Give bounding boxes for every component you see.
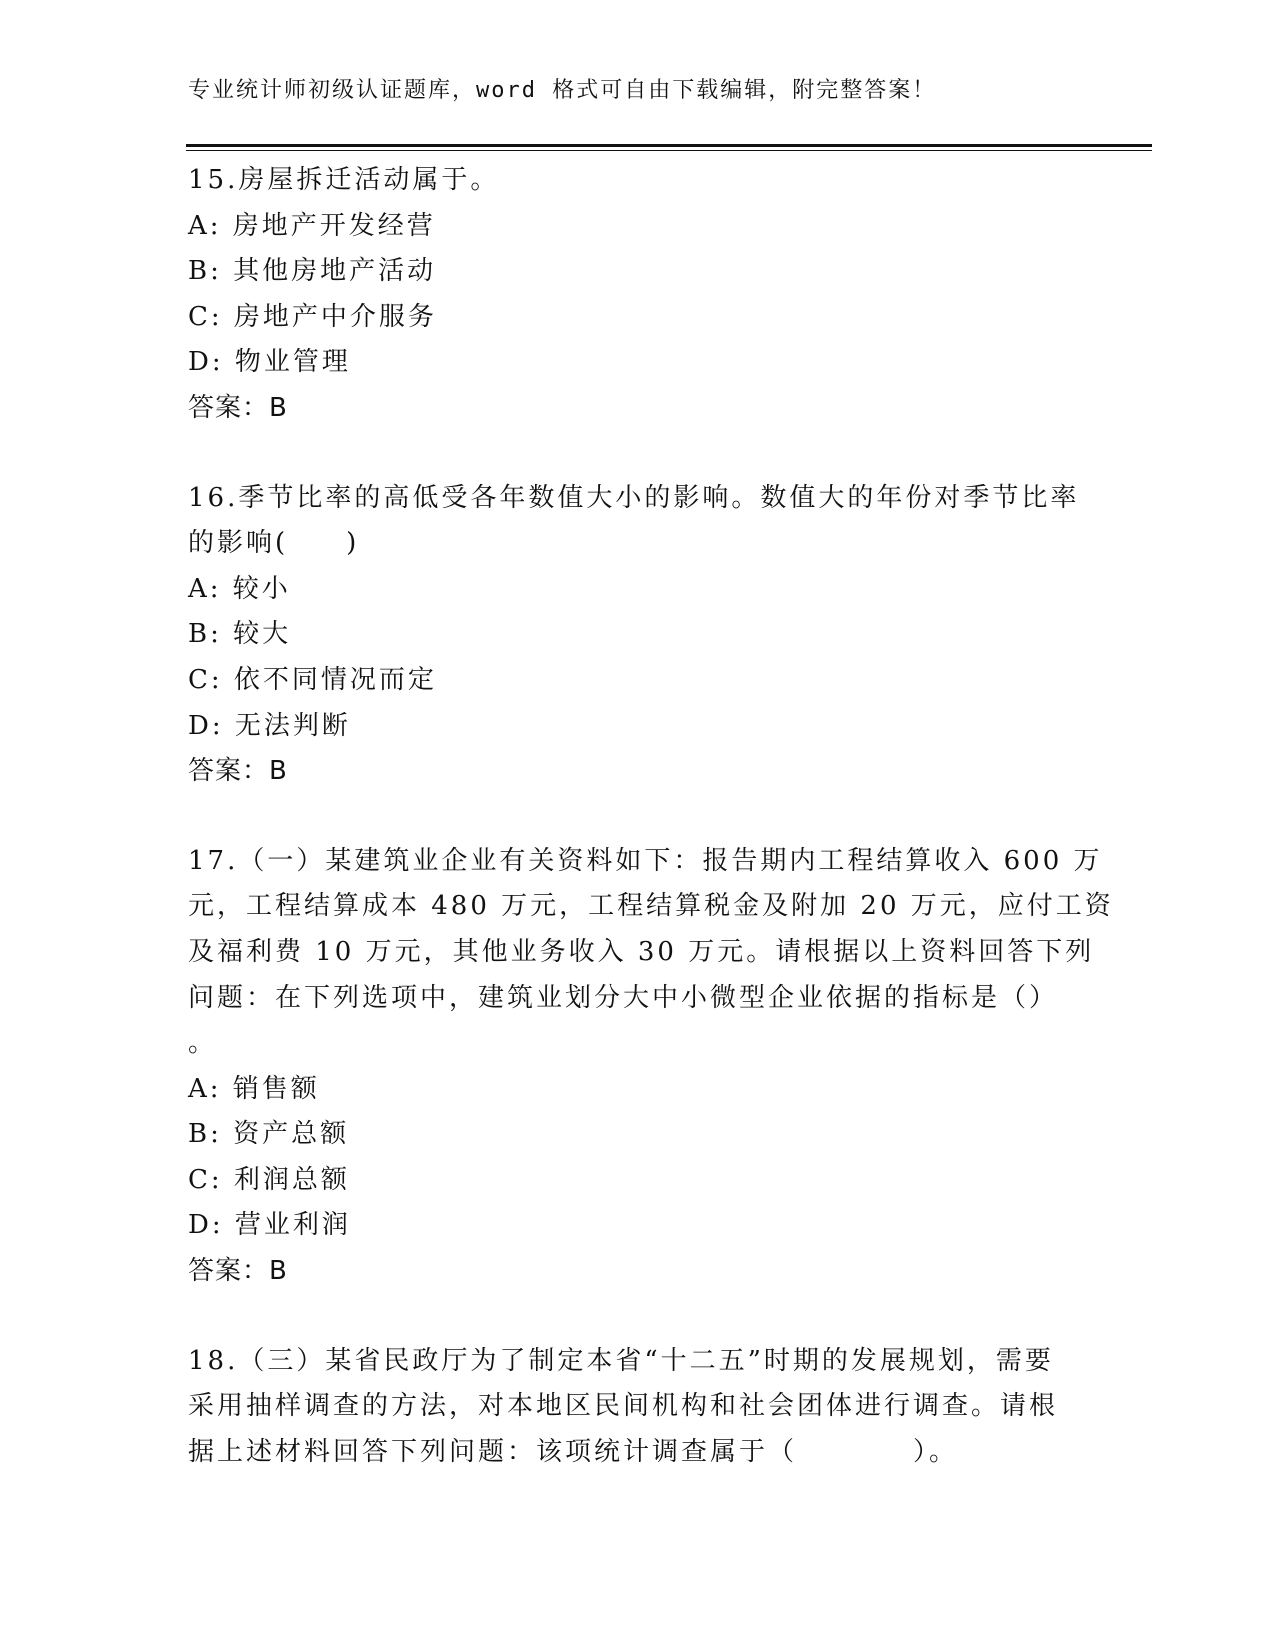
option-d: D: 营业利润 (188, 1210, 351, 1241)
stem-line: 15.房屋拆迁活动属于。 (188, 165, 500, 195)
stem-line: 采用抽样调查的方法，对本地区民间机构和社会团体进行调查。请根 (188, 1391, 1059, 1422)
answer: 答案：B (188, 1256, 288, 1287)
stem-line: 18.（三）某省民政厅为了制定本省“十二五”时期的发展规划，需要 (188, 1345, 1054, 1376)
question-stem (188, 158, 1088, 204)
stem-line: 17.（一）某建筑业企业有关资料如下：报告期内工程结算收入 600 万 (188, 845, 1103, 876)
question-stem (188, 839, 1114, 1067)
question-stem (188, 1339, 1088, 1476)
option-b: B: 其他房地产活动 (188, 256, 437, 287)
option-d: D: 无法判断 (188, 710, 351, 741)
question-16 (188, 476, 1088, 795)
question-list (188, 158, 1114, 1475)
stem-line: 及福利费 10 万元，其他业务收入 30 万元。请根据以上资料回答下列 (188, 936, 1095, 967)
option-c: C: 房地产中介服务 (188, 301, 437, 332)
header-divider-thin (186, 150, 1152, 151)
option-a: A: 房地产开发经营 (188, 210, 436, 241)
question-17 (188, 839, 1114, 1295)
option-a: A: 销售额 (188, 1073, 320, 1104)
option-c: C: 利润总额 (188, 1164, 350, 1195)
option-b: B: 资产总额 (188, 1119, 350, 1150)
stem-line: 据上述材料回答下列问题：该项统计调查属于（ ）。 (188, 1436, 959, 1467)
stem-line: 元，工程结算成本 480 万元，工程结算税金及附加 20 万元，应付工资 (188, 891, 1114, 922)
answer: 答案：B (188, 392, 288, 423)
question-18 (188, 1339, 1088, 1476)
stem-line: 问题：在下列选项中，建筑业划分大中小微型企业依据的指标是（） (188, 982, 1059, 1013)
page-header: 专业统计师初级认证题库，word 格式可自由下载编辑，附完整答案！ (188, 78, 937, 103)
question-15 (188, 158, 1088, 432)
option-b: B: 较大 (188, 619, 292, 650)
option-d: D: 物业管理 (188, 347, 351, 378)
stem-line: 的影响( ) (188, 528, 360, 559)
question-stem (188, 476, 1088, 567)
option-c: C: 依不同情况而定 (188, 664, 437, 695)
stem-line: 。 (188, 1028, 218, 1059)
stem-line: 16.季节比率的高低受各年数值大小的影响。数值大的年份对季节比率 (188, 482, 1080, 513)
header-divider-thick (186, 144, 1152, 147)
answer: 答案：B (188, 756, 288, 787)
option-a: A: 较小 (188, 573, 291, 604)
